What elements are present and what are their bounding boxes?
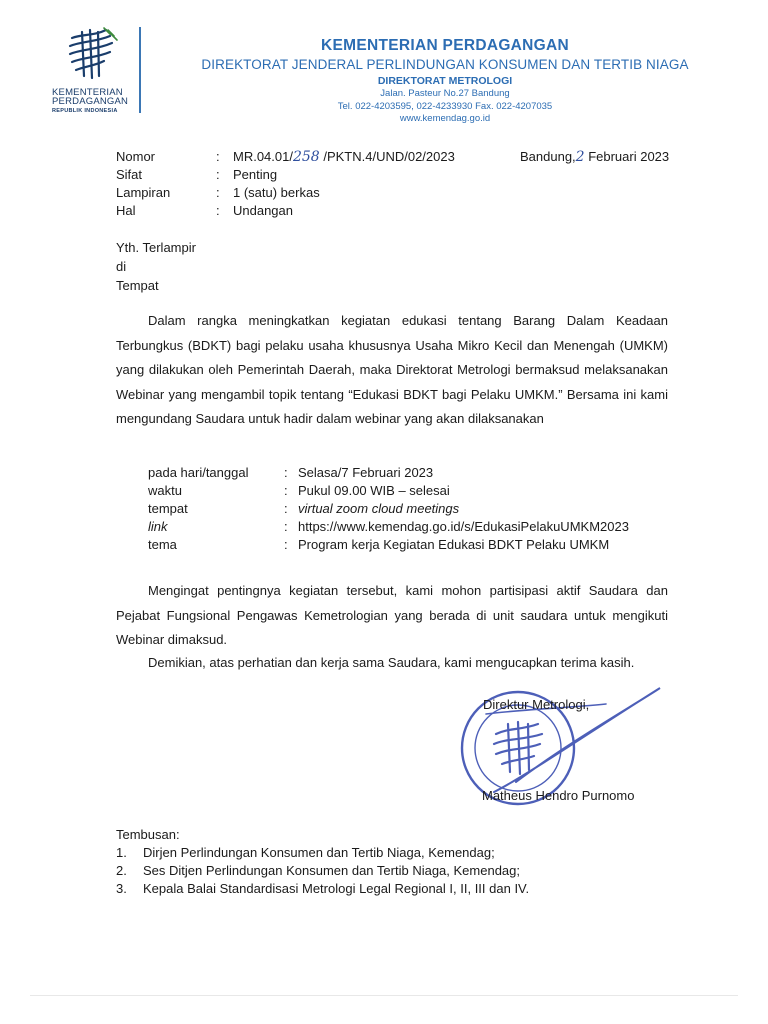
ministry-emblem-icon xyxy=(64,26,120,84)
letterhead-divider xyxy=(139,27,141,113)
sifat-label: Sifat xyxy=(116,167,143,182)
detail-value: Selasa/7 Februari 2023 xyxy=(298,465,434,480)
webinar-link[interactable]: https://www.kemendag.go.id/s/EdukasiPelakuUMKM2023 xyxy=(298,519,629,534)
sifat-value: Penting xyxy=(233,167,278,182)
lampiran-value: 1 (satu) berkas xyxy=(233,185,320,200)
office-phone: Tel. 022-4203595, 022-4233930 Fax. 022-4207035 xyxy=(337,100,553,112)
office-address: Jalan. Pasteur No.27 Bandung xyxy=(380,88,510,99)
addressee-line1: Yth. Terlampir xyxy=(116,240,196,255)
hal-value: Undangan xyxy=(233,203,293,218)
letter-date xyxy=(520,148,669,166)
hal-label: Hal xyxy=(116,203,136,218)
date-handwritten: 2 xyxy=(575,149,585,165)
date-suffix: Februari 2023 xyxy=(584,149,670,164)
cc-item-number: 1. xyxy=(116,845,127,860)
lampiran-label: Lampiran xyxy=(116,185,171,200)
logo-text-line3: REPUBLIK INDONESIA xyxy=(52,108,118,114)
cc-item xyxy=(116,880,530,898)
cc-item-number: 3. xyxy=(116,881,127,896)
detail-label: link xyxy=(148,519,168,534)
cc-label: Tembusan: xyxy=(116,827,180,842)
cc-item xyxy=(116,844,495,862)
ministry-name: KEMENTERIAN PERDAGANGAN xyxy=(320,37,570,54)
office-website: www.kemendag.go.id xyxy=(399,113,491,124)
page-bottom-line xyxy=(30,995,738,996)
cc-list xyxy=(116,826,530,898)
cc-item-text: Kepala Balai Standardisasi Metrologi Legal Regional I, II, III dan IV. xyxy=(143,881,530,896)
body-paragraph-3: Demikian, atas perhatian dan kerja sama Saudara, kami mengucapkan terima kasih. xyxy=(148,655,635,670)
colon: : xyxy=(216,149,220,164)
colon: : xyxy=(284,501,288,516)
colon: : xyxy=(216,203,220,218)
colon: : xyxy=(216,185,220,200)
date-prefix: Bandung, xyxy=(520,149,576,164)
addressee-block xyxy=(116,238,196,295)
cc-item-number: 2. xyxy=(116,863,127,878)
detail-label: pada hari/tanggal xyxy=(148,465,249,480)
colon: : xyxy=(216,167,220,182)
directorate-name: DIREKTORAT METROLOGI xyxy=(377,75,513,87)
colon: : xyxy=(284,483,288,498)
colon: : xyxy=(284,519,288,534)
detail-value: Program kerja Kegiatan Edukasi BDKT Pelaku UMKM xyxy=(298,537,610,552)
nomor-prefix: MR.04.01/ xyxy=(233,149,293,164)
cc-item-text: Dirjen Perlindungan Konsumen dan Tertib Niaga, Kemendag; xyxy=(143,845,495,860)
nomor-handwritten: 258 xyxy=(292,149,320,165)
body-paragraph-1: Dalam rangka meningkatkan kegiatan edukasi tentang Barang Dalam Keadaan Terbungkus (BDKT) bagi pelaku usaha khususnya Usaha Mikro Kecil dan Menengah (UMKM) yang dilakukan oleh Pemerintah Daerah, maka Direktorat Metrologi bermaksud melaksanakan Webinar yang mengambil topik tentang “Edukasi BDKT bagi Pelaku UMKM.” Bersama ini kami mengundang Saudara untuk hadir dalam webinar yang akan dilaksanakan xyxy=(116,313,668,427)
detail-label: tempat xyxy=(148,501,188,516)
logo-text-line2: PERDAGANGAN xyxy=(52,96,129,107)
signatory-title: Direktur Metrologi, xyxy=(483,697,590,712)
letterhead xyxy=(180,36,710,126)
logo-text-line1: KEMENTERIAN xyxy=(52,87,123,98)
detail-label: tema xyxy=(148,537,177,552)
body-paragraph-2: Mengingat pentingnya kegiatan tersebut, kami mohon partisipasi aktif Saudara dan Pejabat Fungsional Pengawas Kemetrologian yang berada di unit saudara untuk mengikuti Webinar dimaksud. xyxy=(116,583,668,648)
ministry-logo xyxy=(52,26,142,114)
cc-item xyxy=(116,862,520,880)
cc-item-text: Ses Ditjen Perlindungan Konsumen dan Tertib Niaga, Kemendag; xyxy=(143,863,520,878)
nomor-label: Nomor xyxy=(116,149,156,164)
detail-label: waktu xyxy=(148,483,182,498)
directorate-general-name: DIREKTORAT JENDERAL PERLINDUNGAN KONSUMEN DAN TERTIB NIAGA xyxy=(201,57,689,72)
nomor-value xyxy=(233,148,455,166)
addressee-line3: Tempat xyxy=(116,278,159,293)
detail-value: Pukul 09.00 WIB – selesai xyxy=(298,483,450,498)
nomor-suffix: /PKTN.4/UND/02/2023 xyxy=(319,149,455,164)
colon: : xyxy=(284,465,288,480)
colon: : xyxy=(284,537,288,552)
addressee-line2: di xyxy=(116,259,127,274)
detail-value: virtual zoom cloud meetings xyxy=(298,501,460,516)
signatory-name: Matheus Hendro Purnomo xyxy=(482,788,635,803)
